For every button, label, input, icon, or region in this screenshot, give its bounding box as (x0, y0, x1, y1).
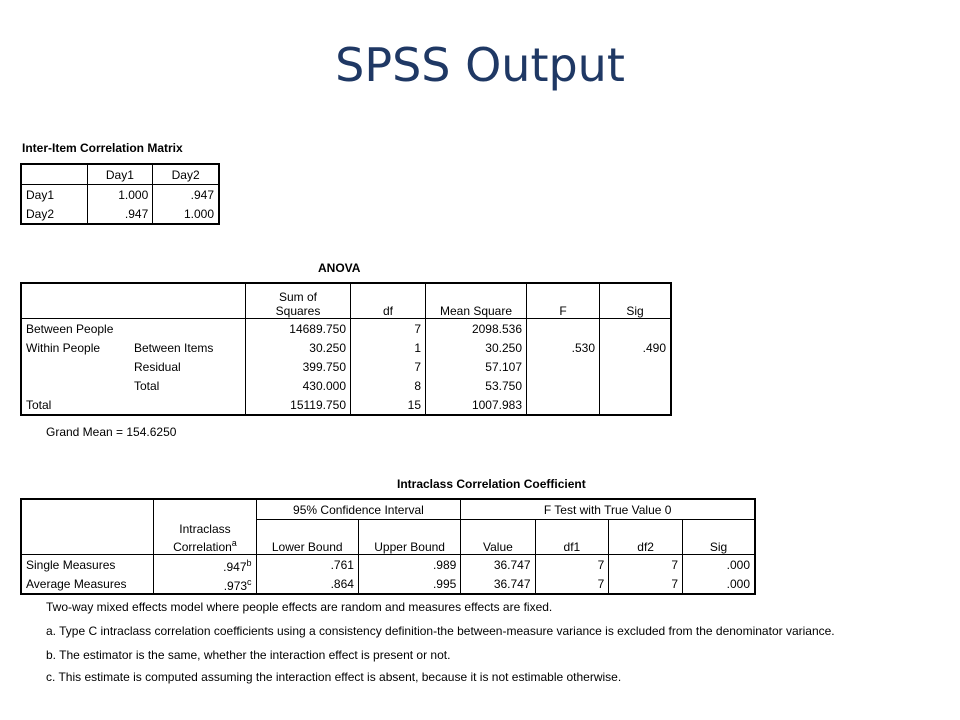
table-cell: .989 (358, 555, 460, 575)
row-label: Total (21, 395, 246, 415)
icc-value: .973 (223, 578, 248, 593)
column-header-sum-of-squares (246, 283, 351, 319)
table-cell (600, 319, 672, 339)
table-cell: 30.250 (246, 338, 351, 357)
table-row (21, 376, 671, 395)
table-cell: .000 (683, 555, 756, 575)
column-header-sig: Sig (600, 283, 672, 319)
table-cell: 57.107 (426, 357, 527, 376)
correlation-matrix-caption: Inter-Item Correlation Matrix (22, 141, 183, 155)
table-row (21, 338, 671, 357)
column-header: Day1 (87, 164, 153, 185)
column-header-intraclass-correlation (154, 499, 256, 555)
row-label: Day2 (21, 204, 87, 224)
column-header: Day2 (153, 164, 219, 185)
column-header-df1: df1 (535, 520, 609, 555)
row-label: Total (130, 376, 246, 395)
table-cell: 1007.983 (426, 395, 527, 415)
icc-table (20, 498, 756, 595)
empty-corner-cell (21, 283, 246, 319)
column-header-confidence-interval: 95% Confidence Interval (256, 499, 461, 520)
column-header-f: F (527, 283, 600, 319)
empty-corner-cell (21, 499, 154, 555)
row-label: Single Measures (21, 555, 154, 575)
table-row (21, 395, 671, 415)
table-cell: 7 (351, 319, 426, 339)
table-cell: .947 (153, 185, 219, 205)
table-cell: 30.250 (426, 338, 527, 357)
table-cell: 430.000 (246, 376, 351, 395)
column-header-df2: df2 (609, 520, 683, 555)
footnote-marker: c (247, 576, 252, 587)
footnote-marker: a (231, 538, 237, 548)
table-row (21, 574, 755, 594)
table-row (21, 319, 671, 339)
table-cell: .530 (527, 338, 600, 357)
row-label: Day1 (21, 185, 87, 205)
header-text: Intraclass (179, 522, 231, 536)
icc-note-model: Two-way mixed effects model where people effects are random and measures effects are fixed. (46, 600, 553, 614)
table-row (21, 499, 755, 520)
footnote-marker: b (246, 557, 252, 568)
table-cell: 14689.750 (246, 319, 351, 339)
column-header-f-test: F Test with True Value 0 (461, 499, 755, 520)
column-header-df: df (351, 283, 426, 319)
column-header-value: Value (461, 520, 535, 555)
table-row (21, 164, 219, 185)
table-row (21, 283, 671, 319)
table-cell (527, 395, 600, 415)
table-row (21, 185, 219, 205)
row-label: Within People (21, 338, 130, 357)
table-cell: 7 (535, 574, 609, 594)
column-header-mean-square: Mean Square (426, 283, 527, 319)
table-cell: 7 (609, 555, 683, 575)
table-row (21, 204, 219, 224)
table-cell: .947 (87, 204, 153, 224)
column-header-sig: Sig (683, 520, 756, 555)
table-cell (21, 376, 130, 395)
anova-caption: ANOVA (318, 261, 361, 275)
row-label: Between Items (130, 338, 246, 357)
table-cell: .761 (256, 555, 358, 575)
table-cell (600, 395, 672, 415)
table-cell: 7 (351, 357, 426, 376)
table-cell: 15 (351, 395, 426, 415)
table-cell: .490 (600, 338, 672, 357)
table-cell (527, 319, 600, 339)
grand-mean-note: Grand Mean = 154.6250 (46, 425, 177, 439)
table-cell: 36.747 (461, 555, 535, 575)
table-cell (154, 555, 256, 575)
icc-note-a: a. Type C intraclass correlation coefficients using a consistency definition-the between-measure variance is excluded from the denominator variance. (46, 624, 835, 638)
table-cell (600, 357, 672, 376)
column-header-upper-bound: Upper Bound (358, 520, 460, 555)
table-cell: 1 (351, 338, 426, 357)
table-cell: 8 (351, 376, 426, 395)
header-text: Sum of (278, 290, 317, 304)
table-cell: 1.000 (153, 204, 219, 224)
row-label: Between People (21, 319, 246, 339)
table-cell (527, 376, 600, 395)
table-cell (21, 357, 130, 376)
table-cell (154, 574, 256, 594)
table-cell: .995 (358, 574, 460, 594)
table-cell: 53.750 (426, 376, 527, 395)
empty-corner-cell (21, 164, 87, 185)
table-cell: 7 (609, 574, 683, 594)
header-text: Squares (275, 304, 321, 318)
icc-caption: Intraclass Correlation Coefficient (397, 477, 586, 491)
icc-note-c: c. This estimate is computed assuming the interaction effect is absent, because it is not estimable otherwise. (46, 670, 622, 684)
column-header-lower-bound: Lower Bound (256, 520, 358, 555)
table-cell (600, 376, 672, 395)
correlation-matrix-table (20, 163, 220, 225)
icc-note-b: b. The estimator is the same, whether the interaction effect is present or not. (46, 648, 451, 662)
table-row (21, 555, 755, 575)
icc-value: .947 (223, 559, 247, 574)
table-cell: 399.750 (246, 357, 351, 376)
table-cell: 2098.536 (426, 319, 527, 339)
table-cell: .000 (683, 574, 756, 594)
table-cell: 7 (535, 555, 609, 575)
table-cell: 1.000 (87, 185, 153, 205)
table-cell: .864 (256, 574, 358, 594)
header-text: Correlation (173, 540, 232, 554)
table-row (21, 357, 671, 376)
anova-table (20, 282, 672, 416)
table-cell: 36.747 (461, 574, 535, 594)
table-cell (527, 357, 600, 376)
row-label: Residual (130, 357, 246, 376)
row-label: Average Measures (21, 574, 154, 594)
slide-title: SPSS Output (335, 38, 625, 92)
table-cell: 15119.750 (246, 395, 351, 415)
